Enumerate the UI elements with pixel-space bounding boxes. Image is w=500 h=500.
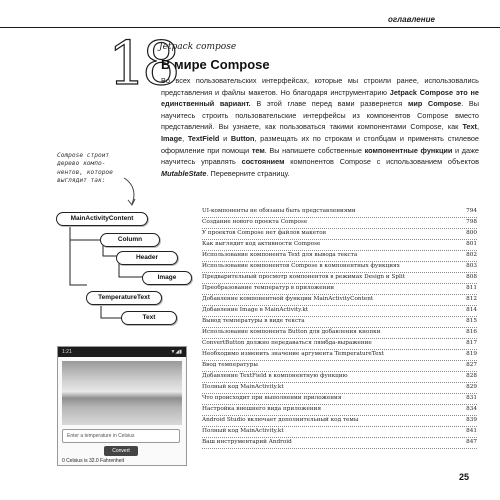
toc-entry-title: Использование компонентов Compose в компонентных функциях [202,263,400,270]
handwritten-note: Compose строит дерево компо-нентов, которое выглядит так: [57,152,113,184]
toc-entry-page: 802 [466,252,477,259]
status-icons: ▼◢▮ [170,349,182,355]
intro-run: Во всех пользовательских интерфейсах, которые мы строили ранее, использовались представления и файлы макетов. Но благодаря инструментарию [161,76,479,97]
toc-entry[interactable] [202,405,477,416]
toc-entry-page: 829 [466,384,477,391]
toc-entry[interactable] [202,284,477,295]
intro-run: . Вы научитесь строить пользовательские интерфейсы из компонентов Compose вместо представлений. Вы узнаете, как пользоваться такими компонентами Compose, как [161,99,479,132]
intro-run: . Переверните страницу. [206,168,290,178]
intro-run: компонентов Compose с использованием объектов [284,157,479,167]
intro-run: тем [251,145,265,155]
toc-entry[interactable] [202,416,477,427]
toc-entry-title: Необходимо изменить значение аргумента TemperatureText [202,351,384,358]
toc-entry-title: Полный код MainActivity.kt [202,428,284,435]
toc-entry-page: 808 [466,274,477,281]
tree-node-mainactivitycontent: MainActivityContent [56,212,148,226]
toc-entry-title: Создание нового проекта Compose [202,219,308,226]
toc-entry-page: 794 [466,208,477,215]
phone-screenshot [57,346,187,466]
intro-run: мир Compose [407,99,462,109]
section-header: оглавление [388,15,435,24]
toc-entry[interactable] [202,317,477,328]
toc-entry-page: 831 [466,395,477,402]
toc-entry-page: 841 [466,428,477,435]
toc-entry-page: 827 [466,362,477,369]
toc-entry-title: Ввод температуры [202,362,258,369]
toc-entry-title: Использование компонента Button для добавления кнопки [202,329,381,336]
toc-entry-title: Полный код MainActivity.kt [202,384,284,391]
toc-entry-page: 819 [466,351,477,358]
toc-entry-title: Настройка внешнего вида приложения [202,406,322,413]
toc-entry-page: 828 [466,373,477,380]
toc-entry-title: Использование компонента Text для вывода текста [202,252,358,259]
toc-entry-page: 817 [466,340,477,347]
toc-entry-page: 814 [466,307,477,314]
tree-node-image: Image [142,271,192,285]
toc-entry[interactable] [202,273,477,284]
intro-run: MutableState [161,168,207,178]
toc-entry-page: 847 [466,439,477,446]
status-bar [58,347,186,357]
toc-entry-page: 800 [466,230,477,237]
toc-entry[interactable] [202,438,477,449]
toc-entry[interactable] [202,328,477,339]
toc-entry-title: Что происходит при выполнении приложения [202,395,342,402]
temperature-input[interactable]: Enter a temperature in Celsius [62,429,180,443]
toc-entry-page: 798 [466,219,477,226]
tree-node-header: Header [116,251,178,265]
toc-entry-title: У проектов Compose нет файлов макетов [202,230,326,237]
toc-entry[interactable] [202,218,477,229]
intro-run: , размещать их по строкам и столбцам и применять стилевое оформление при помощи [161,133,479,155]
intro-run: компонентные функции [364,145,453,155]
tree-node-column: Column [100,233,160,247]
toc-entry-page: 803 [466,263,477,270]
toc-entry-title: Ваш инструментарий Android [202,439,292,446]
intro-run: и [219,133,231,143]
toc-entry-page: 839 [466,417,477,424]
intro-run: и даже научитесь управлять [161,145,479,167]
result-text: 0 Celsius is 32.0 Fahrenheit [62,458,124,464]
intro-run: . Вы напишете собственные [264,145,365,155]
toc-entry-title: ConvertButton должно передаваться лямбда-выражение [202,340,372,347]
contents-list [202,207,477,449]
chapter-series: Jetpack compose [159,42,237,52]
toc-entry-page: 834 [466,406,477,413]
intro-run: состоянием [241,157,285,167]
toc-entry[interactable] [202,339,477,350]
toc-entry-page: 812 [466,296,477,303]
intro-run: Image [161,133,183,143]
intro-run: Jetpack Compose это не единственный вариант. [161,87,479,109]
tree-node-temperaturetext: TemperatureText [86,291,162,305]
intro-run: В этой главе перед вами развернется [250,99,408,109]
toc-entry[interactable] [202,361,477,372]
toc-entry-title: Добавление Image в MainActivity.kt [202,307,309,314]
toc-entry[interactable] [202,394,477,405]
toc-entry[interactable] [202,427,477,438]
intro-run: TextField [187,133,220,143]
toc-entry[interactable] [202,251,477,262]
status-time: 1:21 [62,349,72,355]
chapter-number: 18 [108,29,177,99]
page-number: 25 [459,472,470,482]
toc-entry-title: Преобразование температур в приложении [202,285,335,292]
toc-entry[interactable] [202,240,477,251]
sunset-image [62,361,182,425]
toc-entry[interactable] [202,306,477,317]
intro-run: , [182,133,188,143]
toc-entry[interactable] [202,295,477,306]
toc-entry-page: 815 [466,318,477,325]
tree-node-text: Text [121,311,177,325]
toc-entry[interactable] [202,350,477,361]
toc-entry-title: Добавление компонентной функции MainActivityContent [202,296,374,303]
intro-run: , [476,122,479,132]
chapter-title: В мире Compose [161,57,270,72]
toc-entry[interactable] [202,383,477,394]
toc-entry-page: 801 [466,241,477,248]
toc-entry-title: Вывод температуры в виде текста [202,318,305,325]
toc-entry-title: Android Studio включает дополнительный код темы [202,417,359,424]
toc-entry[interactable] [202,372,477,383]
intro-run: Button [230,133,255,143]
intro-run: Text [462,122,477,132]
toc-entry-title: Предварительный просмотр компонентов в режимах Design и Split [202,274,405,281]
toc-entry-title: Добавление TextField в компонентную функцию [202,373,348,380]
toc-entry-title: Как выглядит код активности Compose [202,241,321,248]
toc-entry[interactable] [202,229,477,240]
toc-entry[interactable] [202,262,477,273]
toc-entry[interactable] [202,207,477,218]
toc-entry-page: 816 [466,329,477,336]
toc-entry-title: UI-компоненты не обязаны быть представлениями [202,208,356,215]
convert-button[interactable]: Convert [104,446,138,456]
toc-entry-page: 811 [466,285,477,292]
